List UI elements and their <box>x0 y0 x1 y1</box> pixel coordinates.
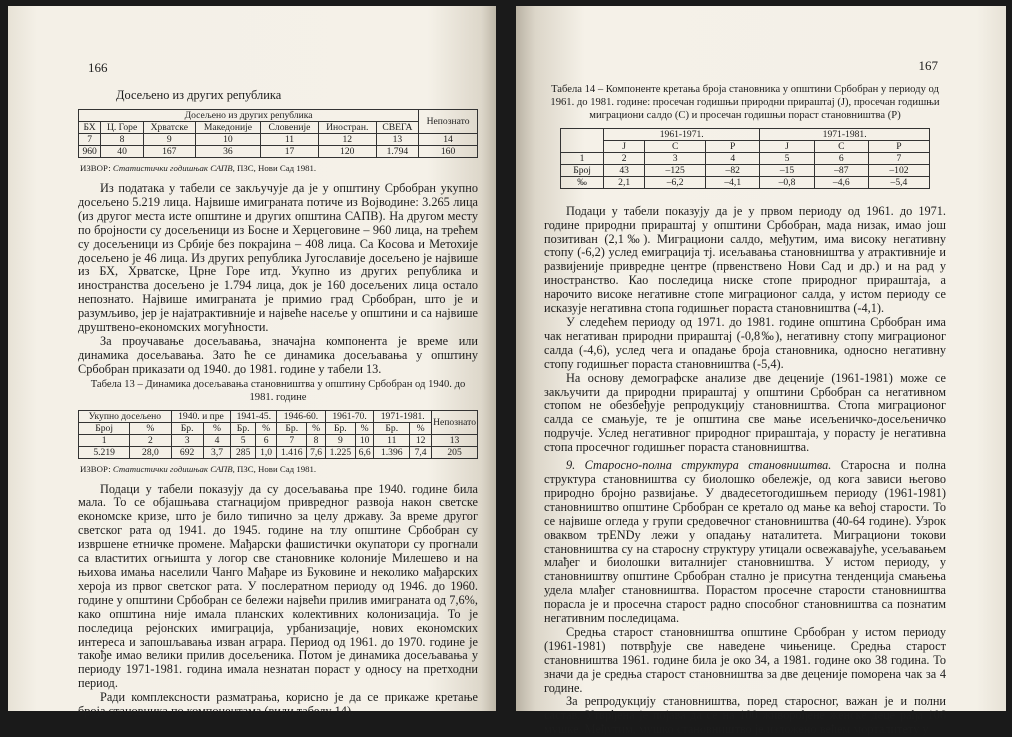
table-cell: 5.219 <box>79 446 130 458</box>
table-cell: –0,8 <box>760 176 814 188</box>
table-cell: –102 <box>868 164 929 176</box>
table-header-cell: Иностран. <box>318 122 376 134</box>
table-cell: 7,6 <box>307 446 325 458</box>
table-cell: 960 <box>79 146 101 158</box>
body-paragraph: Подаци у табели показују да је у првом периоду од 1961. до 1971. године природни прираштај у општини Србобран, мада низак, имао још позитиван (2,1‰). Миграциони салдо, међутим, има високу негативну стопу (-6,2) услед емиграција тј. исељавања становништва у атрактивније и развијеније привредне центре (првенствено Нови Сад и др.) и на рад у иностранство. Као последица ниске стопе природног прираштаја, а нарочито високе негативне стопе миграционог салда, у истом периоду се исказује негативна стопа годишњег пораста становништва (-4,1). <box>544 203 946 316</box>
body-paragraph <box>544 459 946 626</box>
table-cell: 167 <box>143 146 195 158</box>
table-cell: 40 <box>101 146 144 158</box>
table-cell: 1,0 <box>255 446 276 458</box>
table-cell: –4,6 <box>814 176 868 188</box>
table-header-cell: Непознато <box>419 110 478 134</box>
table-cell: 2 <box>130 434 171 446</box>
source-publisher: ПЗС, Нови Сад 1981. <box>237 163 317 173</box>
table-cell: 1.396 <box>374 446 410 458</box>
table-cell: 13 <box>432 434 478 446</box>
table-header-cell: Бр. <box>231 422 256 434</box>
left-page <box>8 6 496 719</box>
table-header-cell: СВЕГА <box>376 122 418 134</box>
table-cell: 2 <box>604 152 645 164</box>
body-paragraph: Ради комплексности разматрања, корисно је да се прикаже кретање броја становника по компонентама (види табелу 14). <box>78 690 478 719</box>
table-cell: –5,4 <box>868 176 929 188</box>
table-cell: 10 <box>195 134 261 146</box>
body-paragraph: Подаци у табели показују да су досељавања пре 1940. године била мала. То се објашњава стагнацијом привредног развоја након светске економске кризе, што је било типично за целу државу. За време другог светског рата од 1941. до 1945. године на тлу општине Србобран су извршене етничке промене. Мађарски фашистички окупатори су прогнали са властитих огњишта у логор све становнике колоније Милешево и на њихова имања населили Чанго Мађаре из Буковине и неколико мађарских хероја из првог светског рата. У послератном периоду од 1946. до 1960. године у општини Србобран се бележи највећи прилив имиграната од 7,6%, како општина није имала планских колективних колонизација. То је последица рејонских имиграција, урбанизације, нових економских интереса и запошљавања изван аграра. Период од 1961. до 1970. године је такође имао велики прилив досељеника. Потом је динамика досељавања у периоду 1971-1981. година имала незнатан пораст у односу на претходни период. <box>78 481 478 691</box>
table-cell: 10 <box>355 434 373 446</box>
section-title: Досељено из других република <box>116 88 282 102</box>
table-cell: 7 <box>79 134 101 146</box>
table-cell: 6 <box>255 434 276 446</box>
table-header-cell: % <box>410 422 432 434</box>
table-header-cell: Укупно досељено <box>79 410 172 422</box>
table-source <box>80 464 478 474</box>
table-header-cell: Р <box>868 140 929 152</box>
table-cell: 11 <box>261 134 319 146</box>
table-header-cell: БХ <box>79 122 101 134</box>
table-row <box>561 152 930 164</box>
table-header-cell: Ц. Горе <box>101 122 144 134</box>
table-cell: 1.416 <box>277 446 307 458</box>
table-cell: –6,2 <box>645 176 706 188</box>
table-row <box>561 176 930 188</box>
table-cell: 8 <box>101 134 144 146</box>
table-row <box>561 164 930 176</box>
table-cell: 3 <box>645 152 706 164</box>
table-cell: –15 <box>760 164 814 176</box>
table-header-cell: % <box>203 422 231 434</box>
table-cell: 6,6 <box>355 446 373 458</box>
table-caption: Табела 13 – Динамика досељавања становништва у општину Србобран од 1940. до 1981. године <box>90 378 466 403</box>
section-heading: 9. Старосно-полна структура становништва. <box>566 458 832 473</box>
table-header-cell: Ј <box>604 140 645 152</box>
table-cell: 160 <box>419 146 478 158</box>
table-cell: 205 <box>432 446 478 458</box>
table-header-cell: Ј <box>760 140 814 152</box>
page-number: 167 <box>918 58 938 73</box>
table-cell: –87 <box>814 164 868 176</box>
table-cell: 285 <box>231 446 256 458</box>
table-cell: 1.794 <box>376 146 418 158</box>
table-cell: 6 <box>814 152 868 164</box>
body-paragraph: Из података у табели се закључује да је у општину Србобран укупно досељено 5.219 лица. Највише имиграната потиче из Војводине: 3.265 лица (из другог места исте општине и других општина САПВ). На другом месту по бројности су досељеници из Босне и Херцеговине – 960 лица, на трећем су досељеници из Србије без покрајина – 408 лица. Са Косова и Метохије досељено је 46 лица. Из других република Југославије досељено је највише из БХ, Хрватске, Црне Горе итд. Укупно из других република и иностранства досељено је 1.794 лица, док је 160 досељених лица остало непознато. Највише имиграната је примио град Србобран, што је и разумљиво, јер је најатрактивније и највеће насеље у општини и са највише друштвено-економских могућности. <box>78 181 478 335</box>
table-header-cell: 1946-60. <box>277 410 326 422</box>
table-cell: 1 <box>561 152 604 164</box>
table-immigrants-by-republic <box>78 109 478 158</box>
table-source <box>80 163 478 173</box>
table-header-cell: % <box>355 422 373 434</box>
table-header-cell: Хрватске <box>143 122 195 134</box>
table-cell: –125 <box>645 164 706 176</box>
table-header-cell: С <box>645 140 706 152</box>
table-header-cell: 1971-1981. <box>374 410 432 422</box>
body-paragraph: Средња старост становништва општине Србобран у истом периоду (1961-1981) потврђује све наведене чињенице. Средња старост становништва 1961. године била је око 34, а 1981. године око 38 година. То значи да је средња старост становништва за две деценије поморена чак за 4 године. <box>544 624 946 695</box>
table-cell: 11 <box>374 434 410 446</box>
table-cell: 120 <box>318 146 376 158</box>
table-header-cell: % <box>255 422 276 434</box>
table-row <box>79 134 478 146</box>
table-cell: 9 <box>325 434 355 446</box>
table-header-cell: 1961-1971. <box>604 128 760 140</box>
table-header-cell: % <box>130 422 171 434</box>
source-label: ИЗВОР: <box>80 163 111 173</box>
table-cell: 692 <box>171 446 203 458</box>
table-cell: 7 <box>868 152 929 164</box>
body-paragraph: У следећем периоду од 1971. до 1981. године општина Србобран има чак негативан природни прираштај (-0,8‰), негативну стопу миграционог салда (-4,6), услед чега и опадање броја становника, односно негативну стопу годишњег пораста становништва (-5,4). <box>544 315 946 371</box>
source-publisher: ПЗС, Нови Сад 1981. <box>237 463 317 474</box>
page-number: 166 <box>88 60 108 75</box>
table-header-cell <box>561 128 604 152</box>
table-cell: 3,7 <box>203 446 231 458</box>
table-cell: 5 <box>231 434 256 446</box>
table-cell: 12 <box>318 134 376 146</box>
table-header-cell: 1940. и пре <box>171 410 231 422</box>
table-header-cell: % <box>307 422 325 434</box>
table-cell: –82 <box>706 164 760 176</box>
table-header-cell: Број <box>79 422 130 434</box>
table-14-components <box>560 128 930 189</box>
table-cell: 36 <box>195 146 261 158</box>
table-header-cell: Бр. <box>374 422 410 434</box>
table-header-cell: С <box>814 140 868 152</box>
table-row <box>79 146 478 158</box>
table-caption: Табела 14 – Компоненте кретања броја становника у општини Србобран у периоду од 1961. до 1981. године: просечан годишњи природни прираштај (Ј), просечан годишњи миграциони салдо (С) и просечан годишњи пораст становништва (Р) <box>550 84 940 121</box>
table-header-cell: Р <box>706 140 760 152</box>
table-header-cell: 1941-45. <box>231 410 277 422</box>
right-page <box>516 6 1006 737</box>
table-cell: 5 <box>760 152 814 164</box>
table-row <box>79 446 478 458</box>
table-cell: 28,0 <box>130 446 171 458</box>
source-title: Статистички годишњак САПВ, <box>112 463 235 474</box>
table-group-header: Досељено из других република <box>79 110 419 122</box>
table-cell: 12 <box>410 434 432 446</box>
source-label: ИЗВОР: <box>80 463 111 474</box>
table-cell: 9 <box>143 134 195 146</box>
table-cell: 14 <box>419 134 478 146</box>
table-cell: 1 <box>79 434 130 446</box>
table-cell: 4 <box>203 434 231 446</box>
table-header-cell: 1961-70. <box>325 410 374 422</box>
section-text: Старосна и полна структура становништва су биолошко обележје, од кога зависи његово природно бројно развијање. У двадесетогодишњем периоду (1961-1981) становништво општине Србобран се кретало од мање ка већој старости. То се највише огледа у групи средовечног становништва (40-64 године). Узрок оваквом трENDу лежи у опадању наталитета. Миграциони токови становништва су на старосну структуру утицали освежавајуће, усељавањем млађег и биолошки виталнијег становништва. У истом периоду, у становништву општине Србобран стално је присутна тенденција смањења удела млађег становништва. Порастом просечне старости становништва порасла је и просечна старост радно способног становништва са познатим негативним последицама. <box>544 458 946 626</box>
table-row-label: Број <box>561 164 604 176</box>
table-cell: 1.225 <box>325 446 355 458</box>
table-header-cell: Непознато <box>432 410 478 434</box>
body-paragraph: За репродукцију становништва, поред старосног, важан је и полни састав. Утврђена је појава да се на 100 живорођене женске деце рађа 106 мушке. Међутим, мушко становништво је изложено већем морталитету у <box>544 694 946 737</box>
table-cell: 13 <box>376 134 418 146</box>
table-cell: –4,1 <box>706 176 760 188</box>
table-header-cell: Македоније <box>195 122 261 134</box>
table-cell: 7,4 <box>410 446 432 458</box>
body-paragraph: За проучавање досељавања, значајна компонента је време или динамика досељавања. Зато ће се динамика досељавања у општину Србобран приказати од 1940. до 1981. године у табели 13. <box>78 333 478 376</box>
table-header-cell: Бр. <box>171 422 203 434</box>
table-cell: 17 <box>261 146 319 158</box>
table-cell: 2,1 <box>604 176 645 188</box>
source-title: Статистички годишњак САПВ, <box>112 163 235 173</box>
table-cell: 8 <box>307 434 325 446</box>
table-row <box>79 434 478 446</box>
table-13-dynamics <box>78 410 478 459</box>
table-row-label: ‰ <box>561 176 604 188</box>
table-cell: 3 <box>171 434 203 446</box>
body-paragraph: На основу демографске анализе две деценије (1961-1981) може се закључити да природни прираштај у општини Србобран са негативном стопом не обезбеђује репродукцију становништва. Стопа миграционог салда се смањује, те је општина све мање исељеничко-досељеничко подручје. Услед негативног природног прираштаја, у порасту је негативна стопа просечног годишњег пораста становништва. <box>544 370 946 455</box>
table-header-cell: Бр. <box>325 422 355 434</box>
table-cell: 43 <box>604 164 645 176</box>
table-cell: 4 <box>706 152 760 164</box>
table-cell: 7 <box>277 434 307 446</box>
table-header-cell: Бр. <box>277 422 307 434</box>
table-header-cell: 1971-1981. <box>760 128 930 140</box>
table-header-cell: Словеније <box>261 122 319 134</box>
